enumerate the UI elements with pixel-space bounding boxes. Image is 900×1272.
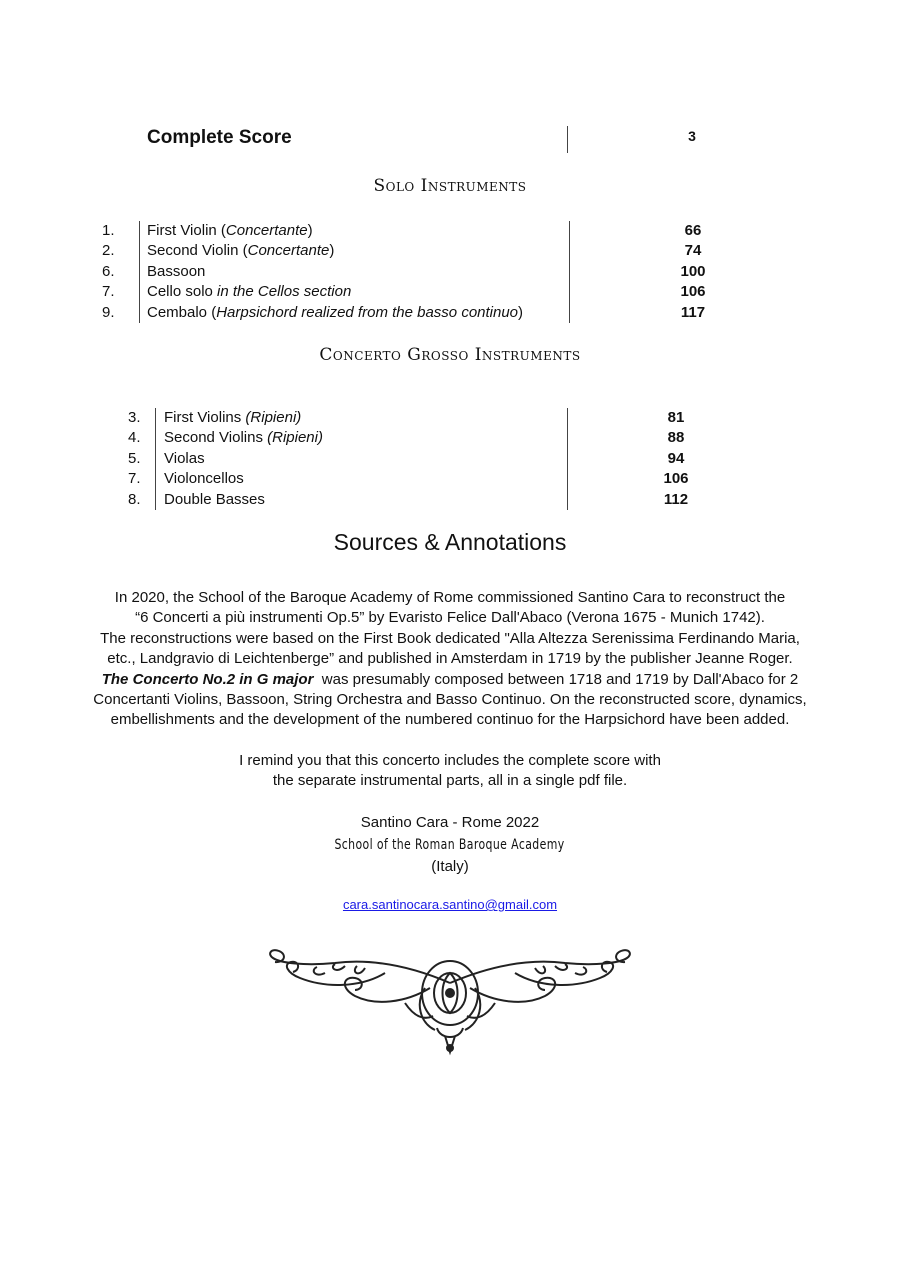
toc-label bbox=[164, 469, 244, 489]
paragraph-line: embellishments and the development of the numbered continuo for the Harpsichord have been added. bbox=[110, 711, 790, 729]
toc-row bbox=[0, 282, 900, 302]
toc-label-part: in the Cellos section bbox=[217, 283, 352, 301]
toc-label-part: First Violins bbox=[164, 409, 246, 426]
toc-label-part: Second Violin ( bbox=[147, 242, 248, 260]
toc-page: 74 bbox=[684, 242, 702, 260]
toc-row bbox=[0, 262, 900, 282]
toc-label-part: ) bbox=[329, 242, 335, 260]
toc-page: 94 bbox=[667, 449, 685, 467]
signature-block bbox=[60, 812, 840, 878]
toc-label bbox=[164, 408, 301, 428]
toc-number: 7. bbox=[102, 283, 115, 301]
toc-label-part: Cello solo bbox=[147, 283, 218, 301]
paragraph-line: In 2020, the School of the Baroque Academy of Rome commissioned Santino Cara to reconstruct the bbox=[114, 589, 786, 606]
toc-page: 106 bbox=[680, 283, 706, 301]
reminder-paragraph bbox=[60, 751, 840, 792]
email-line bbox=[0, 897, 900, 912]
toc-label-part: (Ripieni) bbox=[245, 409, 302, 426]
toc-label bbox=[147, 241, 334, 261]
solo-toc bbox=[0, 221, 900, 325]
toc-number: 4. bbox=[128, 429, 141, 447]
toc-label-part: First Violin ( bbox=[147, 222, 226, 239]
concerto-title: The Concerto No.2 in G major bbox=[101, 670, 314, 688]
toc-number: 1. bbox=[102, 222, 115, 239]
toc-row bbox=[0, 469, 900, 489]
toc-page: 88 bbox=[667, 429, 685, 447]
toc-row bbox=[0, 449, 900, 469]
toc-row bbox=[0, 303, 900, 323]
complete-score-page: 3 bbox=[688, 128, 696, 144]
paragraph-line: “6 Concerti a più instrumenti Op.5” by Evaristo Felice Dall'Abaco (Verona 1675 - Munich 1742). bbox=[135, 609, 765, 627]
toc-row bbox=[0, 428, 900, 448]
grosso-heading: Concerto Grosso Instruments bbox=[319, 345, 581, 365]
divider bbox=[569, 221, 570, 323]
toc-label bbox=[164, 428, 323, 448]
annotations-paragraph bbox=[60, 588, 840, 731]
toc-label-part: ) bbox=[518, 303, 524, 321]
toc-number: 2. bbox=[102, 242, 115, 260]
toc-label bbox=[164, 449, 205, 469]
toc-label bbox=[147, 303, 523, 323]
toc-number: 6. bbox=[102, 262, 115, 280]
toc-label-part: Bassoon bbox=[147, 262, 206, 280]
paragraph-text: was presumably composed between 1718 and 1719 by Dall'Abaco for 2 bbox=[313, 670, 799, 688]
toc-number: 3. bbox=[128, 409, 141, 426]
toc-number: 5. bbox=[128, 449, 141, 467]
signature-school: School of the Roman Baroque Academy bbox=[334, 837, 566, 853]
toc-row bbox=[0, 490, 900, 510]
paragraph-line: Concertanti Violins, Bassoon, String Orchestra and Basso Continuo. On the reconstructed score, dynamics, bbox=[93, 691, 807, 709]
toc-number: 8. bbox=[128, 490, 141, 508]
toc-label-part: Concertante bbox=[247, 242, 330, 260]
toc-label bbox=[147, 262, 205, 282]
paragraph-line: the separate instrumental parts, all in a single pdf file. bbox=[272, 772, 628, 790]
toc-row bbox=[0, 221, 900, 241]
toc-label-part: Double Basses bbox=[164, 490, 265, 508]
divider bbox=[139, 221, 140, 323]
baroque-flourish-icon bbox=[265, 948, 635, 1061]
paragraph-line: I remind you that this concerto includes the complete score with bbox=[239, 752, 661, 769]
toc-label-part: Cembalo ( bbox=[147, 303, 217, 321]
toc-page: 106 bbox=[663, 470, 689, 488]
toc-label bbox=[147, 221, 313, 241]
toc-label bbox=[147, 282, 351, 302]
solo-heading: Solo Instruments bbox=[373, 176, 527, 196]
signature-country: (Italy) bbox=[431, 858, 469, 875]
divider bbox=[567, 408, 568, 510]
toc-page: 112 bbox=[663, 490, 689, 508]
toc-number: 9. bbox=[102, 303, 115, 321]
toc-number: 7. bbox=[128, 470, 141, 488]
signature-name: Santino Cara - Rome 2022 bbox=[360, 814, 540, 831]
divider bbox=[567, 126, 568, 153]
toc-page: 100 bbox=[680, 262, 706, 280]
toc-label-part: Second Violins bbox=[164, 429, 268, 447]
grosso-toc bbox=[0, 408, 900, 512]
toc-label-part: Concertante bbox=[225, 222, 308, 239]
email-link[interactable]: cara.santinocara.santino@gmail.com bbox=[342, 897, 558, 912]
paragraph-line: etc., Landgravio di Leichtenberge” and published in Amsterdam in 1719 by the publisher Jeanne Roger. bbox=[107, 650, 793, 668]
paragraph-line: The reconstructions were based on the First Book dedicated "Alla Altezza Serenissima Ferdinando Maria, bbox=[100, 629, 800, 647]
annotations-title: Sources & Annotations bbox=[333, 529, 567, 555]
toc-label-part: ) bbox=[307, 222, 313, 239]
toc-page: 81 bbox=[667, 409, 685, 426]
toc-row bbox=[0, 241, 900, 261]
divider bbox=[155, 408, 156, 510]
toc-label-part: Violoncellos bbox=[164, 470, 244, 488]
complete-score-label: Complete Score bbox=[147, 127, 292, 148]
toc-label-part: Harpsichord realized from the basso continuo bbox=[216, 303, 519, 321]
toc-page: 117 bbox=[680, 303, 706, 321]
toc-label-part: (Ripieni) bbox=[267, 429, 323, 447]
toc-label-part: Violas bbox=[164, 449, 205, 467]
toc-page: 66 bbox=[684, 222, 702, 239]
toc-row bbox=[0, 408, 900, 428]
paragraph-line bbox=[60, 670, 840, 690]
toc-label bbox=[164, 490, 265, 510]
